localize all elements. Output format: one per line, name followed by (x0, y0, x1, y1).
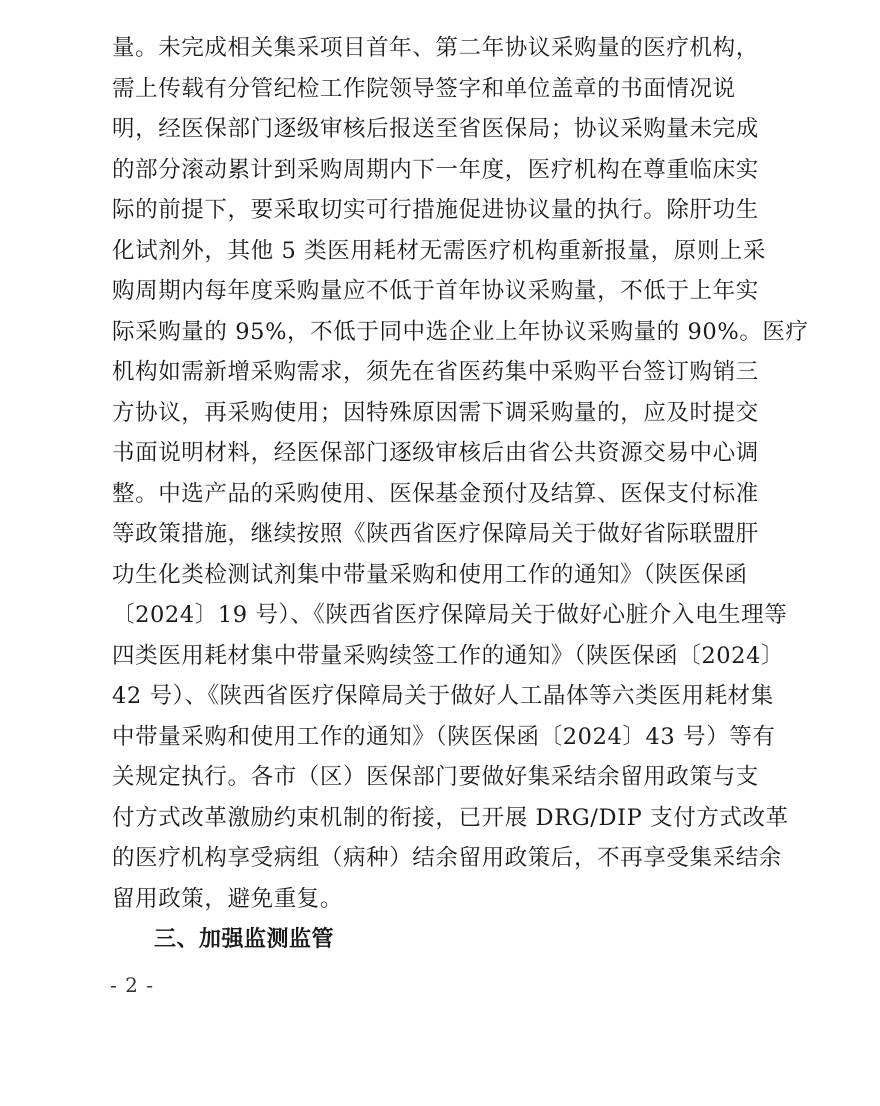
text-line: 际采购量的 95%，不低于同中选企业上年协议采购量的 90%。医疗 (112, 318, 809, 345)
section-heading: 三、加强监测监管 (154, 927, 335, 952)
body-paragraph (112, 28, 809, 919)
text-line: 需上传载有分管纪检工作院领导签字和单位盖章的书面情况说 (112, 75, 736, 102)
text-line: 整。中选产品的采购使用、医保基金预付及结算、医保支付标准 (112, 480, 759, 507)
text-line: 关规定执行。各市（区）医保部门要做好集采结余留用政策与支 (112, 764, 759, 790)
text-line: 际的前提下，要采取切实可行措施促进协议量的执行。除肝功生 (112, 197, 759, 223)
text-line: 化试剂外，其他 5 类医用耗材无需医疗机构重新报量，原则上采 (112, 237, 767, 264)
text-line: 机构如需新增采购需求，须先在省医药集中采购平台签订购销三 (112, 359, 759, 385)
text-line: 购周期内每年度采购量应不低于首年协议采购量，不低于上年实 (112, 278, 759, 304)
text-line: 的部分滚动累计到采购周期内下一年度，医疗机构在尊重临床实 (112, 156, 759, 183)
text-line: 留用政策，避免重复。 (112, 885, 344, 912)
text-line: 〔2024〕19 号）、《陕西省医疗保障局关于做好心脏介入电生理等 (112, 602, 788, 628)
text-line: 42 号）、《陕西省医疗保障局关于做好人工晶体等六类医用耗材集 (112, 683, 774, 709)
text-line: 四类医用耗材集中带量采购续签工作的通知》（陕医保函〔2024〕 (112, 642, 785, 669)
text-line: 付方式改革激励约束机制的衔接，已开展 DRG/DIP 支付方式改革 (112, 804, 789, 831)
text-line: 方协议，再采购使用；因特殊原因需下调采购量的，应及时提交 (112, 399, 759, 426)
text-line: 量。未完成相关集采项目首年、第二年协议采购量的医疗机构， (112, 35, 759, 61)
text-line: 等政策措施，继续按照《陕西省医疗保障局关于做好省际联盟肝 (112, 521, 759, 547)
text-line: 功生化类检测试剂集中带量采购和使用工作的通知》（陕医保函 (112, 561, 748, 588)
text-line: 明，经医保部门逐级审核后报送至省医保局；协议采购量未完成 (112, 116, 759, 142)
text-line: 中带量采购和使用工作的通知》（陕医保函〔2024〕43 号）等有 (112, 723, 776, 750)
text-line: 书面说明材料，经医保部门逐级审核后由省公共资源交易中心调 (112, 440, 759, 466)
page-number: - 2 - (110, 973, 154, 997)
text-line: 的医疗机构享受病组（病种）结余留用政策后，不再享受集采结余 (112, 845, 782, 871)
